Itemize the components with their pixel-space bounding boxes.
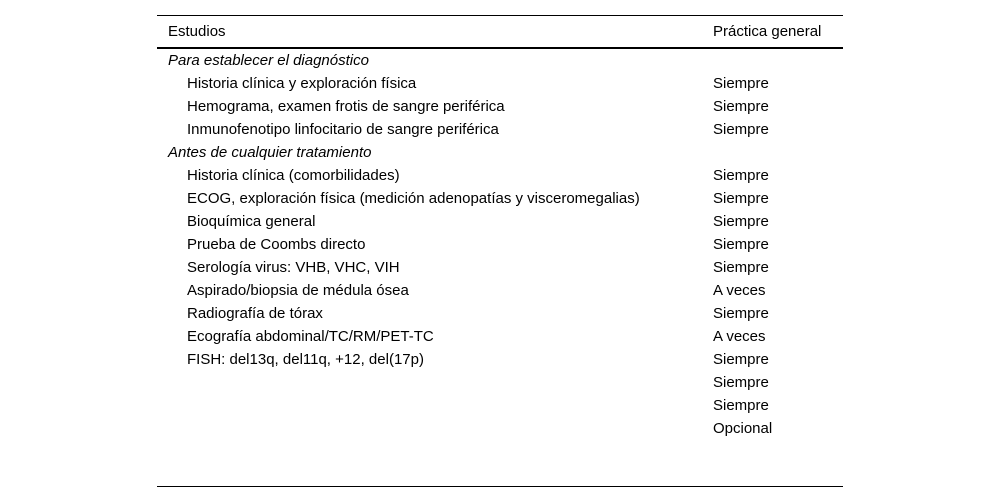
practice-cell: Siempre: [713, 305, 769, 322]
table-row: [157, 210, 843, 233]
table-row: [157, 371, 843, 394]
practice-cell: Siempre: [713, 121, 769, 138]
table-row: [157, 256, 843, 279]
study-cell: Radiografía de tórax: [187, 305, 323, 322]
section-title: Antes de cualquier tratamiento: [168, 144, 372, 161]
study-cell: Hemograma, examen frotis de sangre periférica: [187, 98, 505, 115]
practice-cell: Siempre: [713, 259, 769, 276]
practice-cell: Siempre: [713, 190, 769, 207]
study-cell: Serología virus: VHB, VHC, VIH: [187, 259, 400, 276]
header-studies: Estudios: [168, 23, 226, 40]
section-heading-before-treatment: [157, 141, 843, 164]
table-row: [157, 440, 843, 463]
practice-cell: Siempre: [713, 351, 769, 368]
section-title: Para establecer el diagnóstico: [168, 52, 369, 69]
study-cell: ECOG, exploración física (medición adenopatías y visceromegalias): [187, 190, 640, 207]
table-row: [157, 187, 843, 210]
study-cell: Prueba de Coombs directo: [187, 236, 366, 253]
practice-cell: Siempre: [713, 213, 769, 230]
study-cell: Historia clínica y exploración física: [187, 75, 417, 92]
table-row: [157, 325, 843, 348]
practice-cell: Siempre: [713, 236, 769, 253]
practice-cell: Siempre: [713, 374, 769, 391]
table-row: [157, 302, 843, 325]
study-cell: Ecografía abdominal/TC/RM/PET-TC: [187, 328, 434, 345]
practice-cell: Siempre: [713, 397, 769, 414]
practice-cell: Opcional: [713, 420, 773, 437]
practice-cell: A veces: [713, 282, 766, 299]
study-cell: Historia clínica (comorbilidades): [187, 167, 400, 184]
study-cell: Aspirado/biopsia de médula ósea: [187, 282, 409, 299]
table-row: [157, 348, 843, 371]
table-row: [157, 118, 843, 141]
header-general-practice: Práctica general: [713, 23, 822, 40]
study-cell: FISH: del13q, del11q, +12, del(17p): [187, 351, 424, 368]
practice-cell: Siempre: [713, 98, 769, 115]
practice-cell: Siempre: [713, 75, 769, 92]
table-row: [157, 394, 843, 417]
practice-cell: Siempre: [713, 167, 769, 184]
table-row: [157, 95, 843, 118]
table-row: [157, 417, 843, 440]
table-header-row: [157, 16, 843, 47]
table-row: [157, 72, 843, 95]
section-heading-diagnosis: [157, 49, 843, 72]
table-row: [157, 233, 843, 256]
studies-table: [157, 15, 843, 487]
study-cell: Bioquímica general: [187, 213, 316, 230]
table-row: [157, 463, 843, 486]
table-row: [157, 279, 843, 302]
practice-cell: A veces: [713, 328, 766, 345]
study-cell: Inmunofenotipo linfocitario de sangre periférica: [187, 121, 499, 138]
table-row: [157, 164, 843, 187]
